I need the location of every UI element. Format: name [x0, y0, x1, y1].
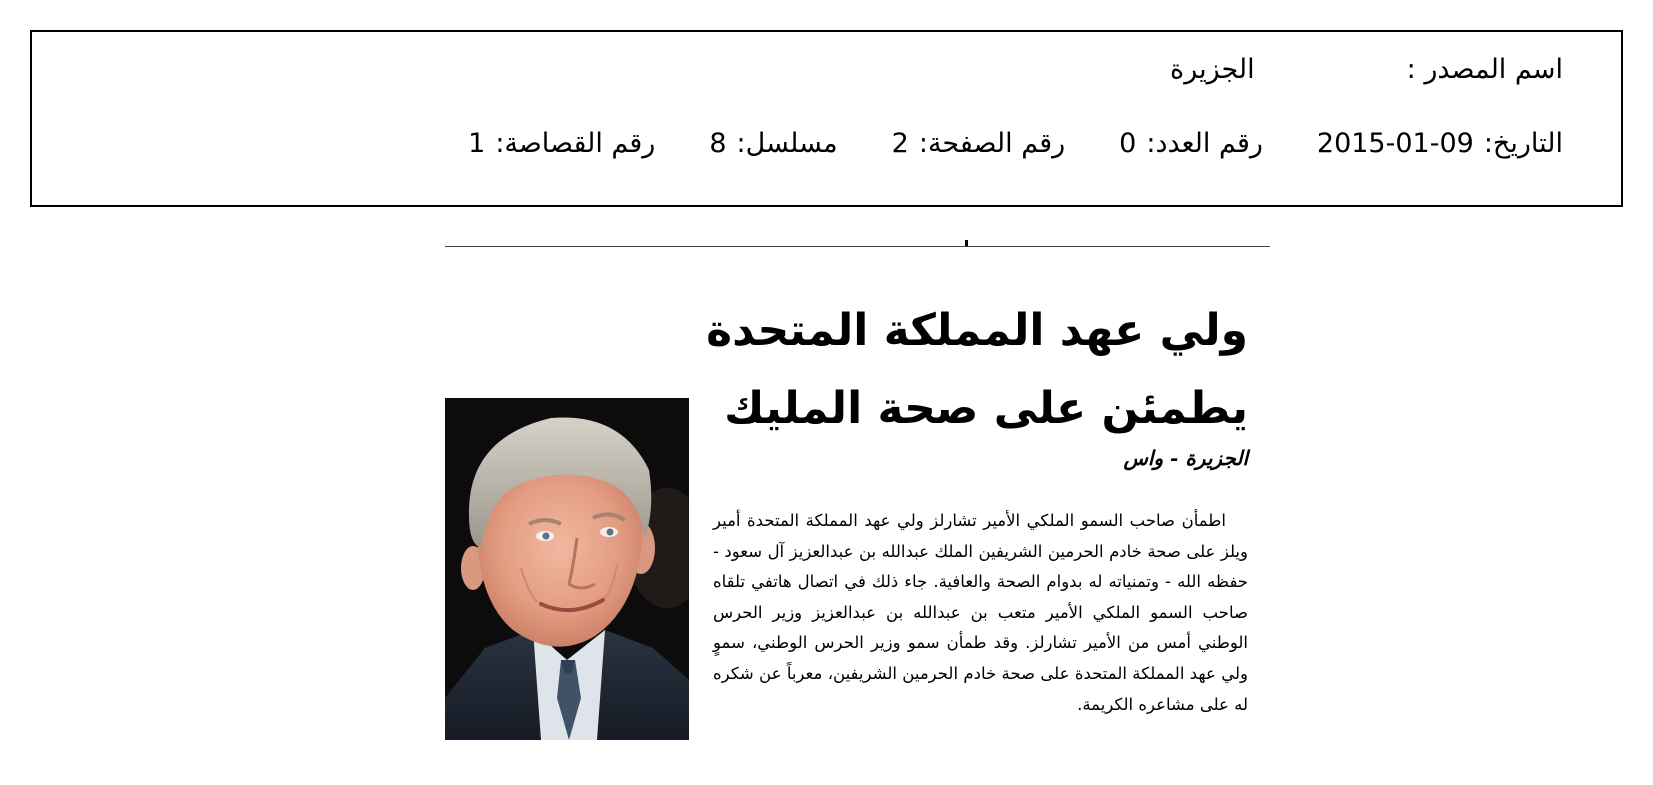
date-label: التاريخ:: [1483, 128, 1563, 159]
article-photo: [445, 398, 689, 740]
page-label: رقم الصفحة:: [918, 128, 1066, 159]
date-field: [1317, 128, 1563, 159]
source-value: الجزيرة: [1170, 54, 1255, 85]
clip-number-label: رقم القصاصة:: [495, 128, 656, 159]
clipping-metadata-box: [30, 30, 1623, 207]
source-label: اسم المصدر :: [1406, 54, 1563, 85]
source-row: [1170, 54, 1563, 85]
clip-number-field: [468, 128, 655, 159]
page-field: [892, 128, 1066, 159]
clip-number-value: 1: [468, 128, 486, 159]
article-body: اطمأن صاحب السمو الملكي الأمير تشارلز ولي عهد المملكة المتحدة أمير ويلز على صحة خادم الحرمين الشريفين الملك عبدالله بن عبدالعزيز آل سعود - حفظه الله - وتمنياته له بدوام الصحة والعافية. جاء ذلك في اتصال هاتفي تلقاه صاحب السمو الملكي الأمير متعب بن عبدالله بن عبدالعزيز وزير الحرس الوطني أمس من الأمير تشارلز. وقد طمأن سمو وزير الحرس الوطني، سموٍ ولي عهد المملكة المتحدة على صحة خادم الحرمين الشريفين، معرباً عن شكره له على مشاعره الكريمة.: [713, 511, 1248, 714]
page-value: 2: [891, 128, 909, 159]
serial-field: [709, 128, 837, 159]
serial-value: 8: [709, 128, 727, 159]
serial-label: مسلسل:: [736, 128, 838, 159]
issue-label: رقم العدد:: [1146, 128, 1263, 159]
article-headline: ولي عهد المملكة المتحدة يطمئن على صحة المليك: [706, 305, 1248, 434]
issue-field: [1119, 128, 1263, 159]
clipping-top-rule: [445, 246, 1270, 247]
details-row: [468, 128, 1563, 159]
clipping-rule-mark: [965, 240, 968, 246]
issue-value: 0: [1119, 128, 1137, 159]
article-byline: الجزيرة - واس: [1123, 446, 1248, 470]
date-value: 2015-01-09: [1316, 128, 1474, 159]
